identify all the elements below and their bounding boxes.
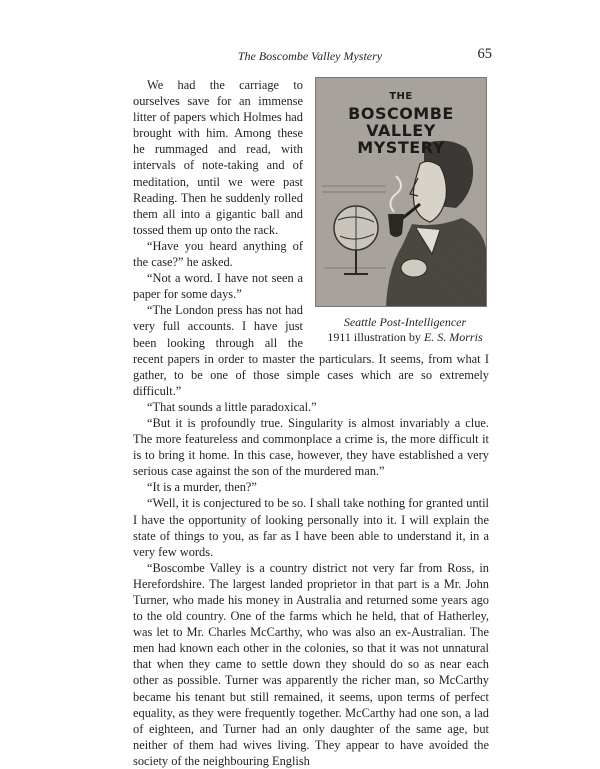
paragraph: “Have you heard anything of the case?” he asked. bbox=[133, 238, 303, 270]
illustration-title bbox=[316, 88, 486, 156]
illustration-title-line1: THE bbox=[389, 91, 413, 102]
caption-credit-prefix: 1911 illustration by bbox=[327, 330, 424, 344]
paragraph: “That sounds a little paradoxical.” bbox=[147, 399, 317, 414]
paragraph: “The London press has not had very full accounts. I have just been looking through all the recent papers in order to master the particulars. It seems, from what I gather, to be one of those simple cases which are so extremely difficult.” bbox=[133, 303, 489, 398]
paragraph: “Well, it is conjectured to be so. I shall take nothing for granted until I have the opportunity of looking personally into it. I will explain the state of things to you, as far as I have been able to understand it, in a very few words. bbox=[133, 496, 489, 559]
body-text bbox=[133, 77, 489, 769]
illustration-caption bbox=[313, 315, 497, 345]
illustration-image bbox=[315, 77, 487, 307]
paragraph: “Not a word. I have not seen a paper for some days.” bbox=[133, 271, 303, 302]
running-title: The Boscombe Valley Mystery bbox=[237, 49, 383, 63]
illustration-title-line3: MYSTERY bbox=[357, 138, 445, 157]
illustration-title-line2: BOSCOMBE VALLEY bbox=[348, 104, 454, 140]
illustration-figure bbox=[313, 77, 497, 349]
caption-source: Seattle Post-Intelligencer bbox=[343, 315, 467, 329]
paragraph: “It is a murder, then?” bbox=[147, 480, 257, 495]
caption-credit bbox=[313, 330, 497, 345]
paragraph: “Boscombe Valley is a country district not very far from Ross, in Herefordshire. The largest landed proprietor in that part is a Mr. John Turner, who made his money in Australia and returned some years ago to the old country. One of the farms which he held, that of Hatherley, was let to Mr. Charles McCarthy, who was also an ex-Australian. The men had known each other in the colonies, so that it was not unnatural that when they came to settle down they should do so as near each other as possible. Turner was apparently the richer man, so McCarthy became his tenant but still remained, it seems, upon terms of perfect equality, as they were frequently together. McCarthy had one son, a lad of eighteen, and Turner had an only daughter of the same age, but neither of them had wives living. They appear to have avoided the society of the neighbouring English bbox=[133, 560, 489, 768]
page-number: 65 bbox=[477, 46, 492, 62]
paragraph: We had the carriage to ourselves save for an immense litter of papers which Holmes had brought with him. Among these he rummaged and read, with intervals of note-taking and of meditation, until we were past Reading. Then he suddenly rolled them all into a gigantic ball and tossed them up onto the rack. bbox=[133, 78, 303, 237]
caption-artist: E. S. Morris bbox=[423, 330, 483, 344]
paragraph: “But it is profoundly true. Singularity is almost invariably a clue. The more featureless and commonplace a crime is, the more difficult it is to bring it home. In this case, however, they have established a very serious case against the son of the murdered man.” bbox=[133, 415, 489, 479]
